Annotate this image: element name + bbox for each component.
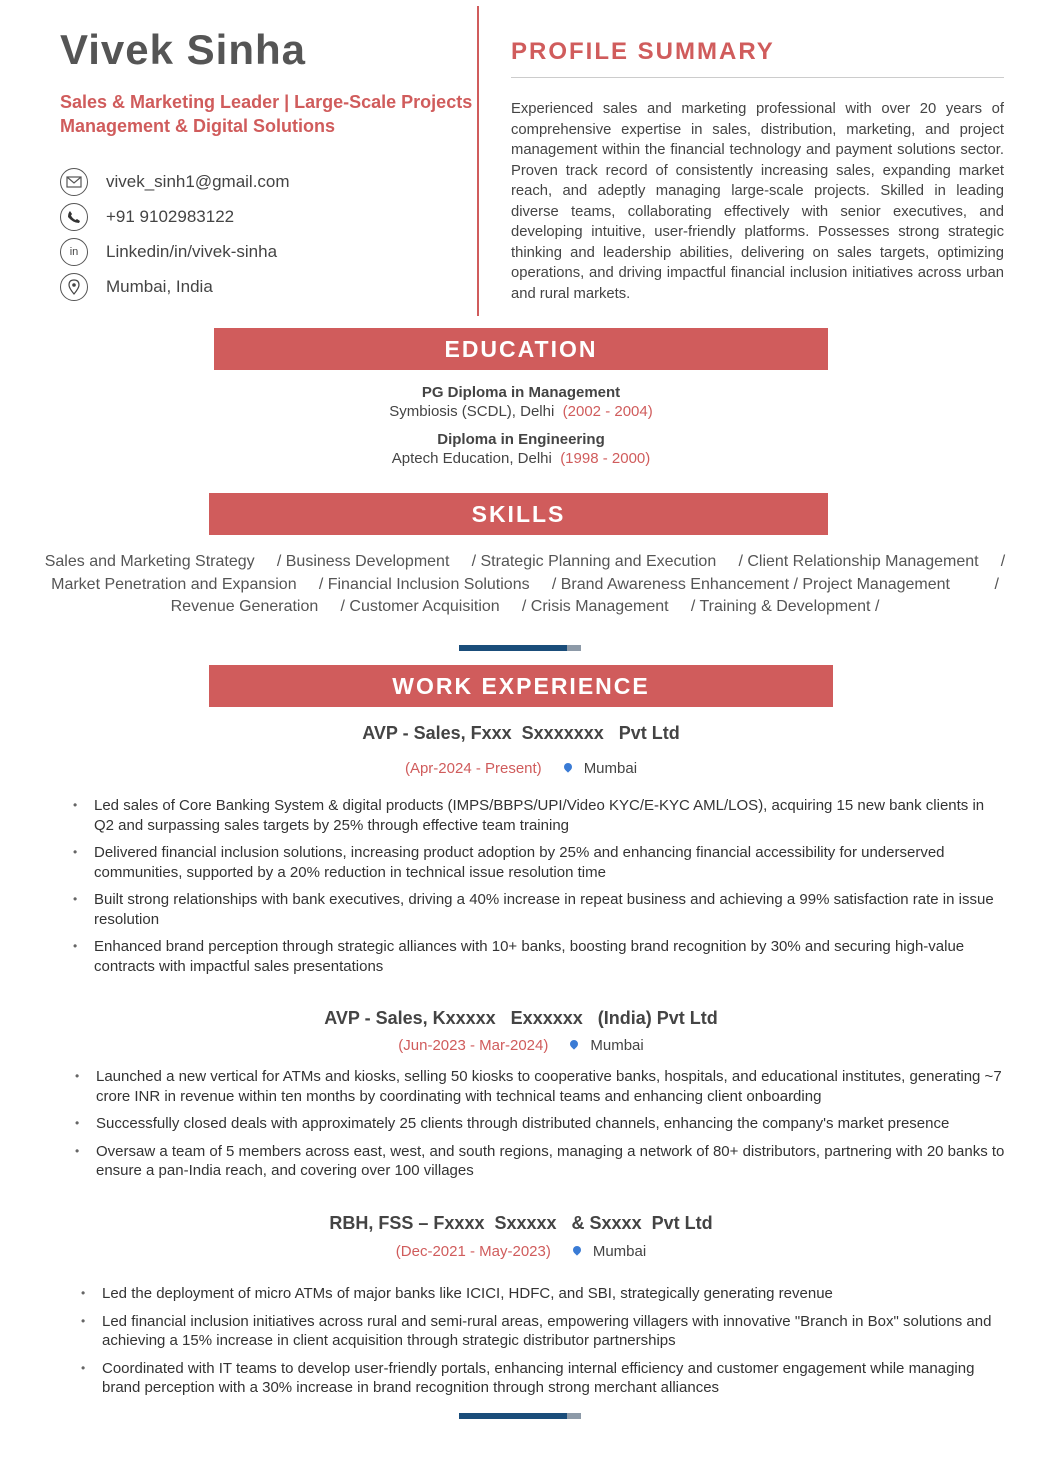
education-years: (2002 - 2004) [562, 403, 653, 420]
list-item: • Oversaw a team of 5 members across east, west, and south regions, managing a network of 80+ distributors, partnering with 20 banks to ensure a pan-India reach, and covering over 100 villages [96, 1142, 1008, 1181]
contact-phone [60, 199, 290, 234]
job-meta [0, 1243, 1042, 1260]
skills-list [40, 551, 1010, 619]
job-title: RBH, FSS – Fxxxx Sxxxxx & Sxxxx Pvt Ltd [329, 1213, 713, 1233]
list-item: • Led financial inclusion initiatives across rural and semi-rural areas, empowering villagers with innovative "Branch in Box" solutions and achieving a 15% increase in client acquisition through strategic distributor partnerships [102, 1312, 1008, 1351]
vertical-divider [477, 6, 479, 316]
profile-summary-text: Experienced sales and marketing professional with over 20 years of comprehensive expertise in sales, distribution, marketing, and project management within the financial technology and payment solutions sector. Proven track record of consistently increasing sales, expanding market reach, and adeptly managing large-scale projects. Skilled in leading diverse teams, collaborating effectively with senior executives, and developing intuitive, user-friendly platforms. Possesses strong strategic thinking and leadership abilities, delivering on sales targets, optimizing operations, and driving impactful financial inclusion initiatives across urban and rural markets. [511, 101, 1004, 302]
education-item [0, 431, 1042, 467]
contact-linkedin [60, 234, 290, 269]
skills-line: Market Penetration and Expansion / Financial Inclusion Solutions / Brand Awareness Enhancement / Project Management / [51, 575, 999, 593]
section-accent-bar [459, 645, 581, 651]
headline: Sales & Marketing Leader | Large-Scale Projects Management & Digital Solutions [60, 92, 473, 136]
skills-line: Sales and Marketing Strategy / Business Development / Strategic Planning and Execution / Client Relationship Management / [44, 553, 1006, 570]
profile-summary-rule [511, 77, 1004, 78]
contact-list [60, 164, 290, 304]
job-bullets [96, 1067, 1008, 1189]
job-location: Mumbai [583, 760, 638, 777]
phone-icon [60, 203, 88, 231]
job-dates: (Dec-2021 - May-2023) [395, 1243, 551, 1260]
education-school: Aptech Education, Delhi [391, 450, 552, 467]
contact-email [60, 164, 290, 199]
email-text[interactable]: vivek_sinh1@gmail.com [106, 171, 290, 191]
job-dates: (Apr-2024 - Present) [404, 760, 542, 777]
map-pin-icon [569, 1038, 580, 1049]
contact-location [60, 269, 290, 304]
phone-text[interactable]: +91 9102983122 [106, 206, 235, 226]
list-item: • Built strong relationships with bank executives, driving a 40% increase in repeat business and achieving a 99% satisfaction rate in issue resolution [94, 890, 1006, 929]
map-pin-icon [562, 761, 573, 772]
education-degree: Diploma in Engineering [437, 431, 605, 448]
skills-banner: SKILLS [209, 493, 828, 535]
job-title: AVP - Sales, Fxxx Sxxxxxxx Pvt Ltd [362, 723, 680, 743]
job-meta [0, 1037, 1042, 1054]
education-years: (1998 - 2000) [560, 450, 651, 467]
education-banner: EDUCATION [214, 328, 828, 370]
list-item: • Led the deployment of micro ATMs of major banks like ICICI, HDFC, and SBI, strategically generating revenue [102, 1284, 1008, 1304]
map-pin-icon [571, 1244, 582, 1255]
job-meta [0, 760, 1042, 777]
job-bullets [102, 1284, 1008, 1406]
list-item: • Delivered financial inclusion solutions, increasing product adoption by 25% and enhancing financial accessibility for underserved communities, supported by a 20% reduction in technical issue resolution time [94, 843, 1006, 882]
education-degree: PG Diploma in Management [421, 384, 621, 401]
candidate-name: Vivek Sinha [60, 26, 307, 73]
work-experience-banner: WORK EXPERIENCE [209, 665, 833, 707]
list-item: • Launched a new vertical for ATMs and kiosks, selling 50 kiosks to cooperative banks, hospitals, and educational institutes, generating ~7 crore INR in revenue within ten months by coordinating with technical teams and enhancing client onboarding [96, 1067, 1008, 1106]
job-title: AVP - Sales, Kxxxxx Exxxxxx (India) Pvt Ltd [324, 1008, 718, 1028]
location-text: Mumbai, India [106, 276, 213, 296]
job-dates: (Jun-2023 - Mar-2024) [398, 1037, 549, 1054]
list-item: • Enhanced brand perception through strategic alliances with 10+ banks, boosting brand recognition by 30% and securing high-value contracts with impactful sales presentations [94, 937, 1006, 976]
education-item [0, 384, 1042, 420]
list-item: • Coordinated with IT teams to develop user-friendly portals, enhancing internal efficiency and customer engagement while managing brand perception with a 30% increase in brand recognition through strong merchant alliances [102, 1359, 1008, 1398]
job-location: Mumbai [592, 1243, 647, 1260]
job-location: Mumbai [590, 1037, 644, 1054]
education-school: Symbiosis (SCDL), Delhi [389, 403, 555, 420]
linkedin-text[interactable]: Linkedin/in/vivek-sinha [106, 241, 278, 261]
profile-summary-title: PROFILE SUMMARY [511, 38, 775, 65]
location-icon [60, 273, 88, 301]
list-item: • Led sales of Core Banking System & digital products (IMPS/BBPS/UPI/Video KYC/E-KYC AML/LOS), acquiring 15 new bank clients in Q2 and surpassing sales targets by 25% through effective team training [94, 796, 1006, 835]
skills-line: Revenue Generation / Customer Acquisition / Crisis Management / Training & Development / [170, 598, 880, 615]
job-bullets [94, 796, 1006, 984]
list-item: • Successfully closed deals with approximately 25 clients through distributed channels, enhancing the company's market presence [96, 1114, 1008, 1134]
email-icon [60, 168, 88, 196]
footer-accent-bar [459, 1413, 581, 1419]
linkedin-icon: in [60, 238, 88, 266]
